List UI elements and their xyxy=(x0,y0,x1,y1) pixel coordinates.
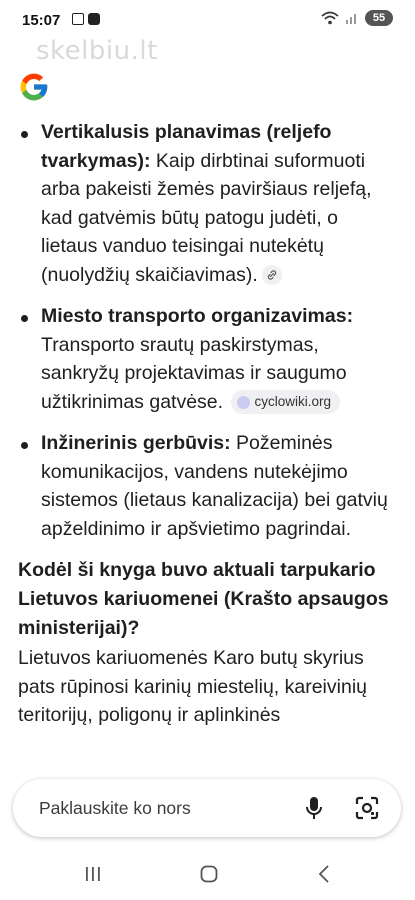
wifi-icon xyxy=(321,11,339,25)
list-item-body: Požeminės komunikacijos, vandens nutekėjimo sistemos (lietaus kanalizacija) bei gatvių apželdinimo ir apšvietimo pagrindai. xyxy=(41,432,388,540)
watermark xyxy=(36,36,158,66)
list-item-text xyxy=(41,429,397,543)
google-g-icon[interactable] xyxy=(18,71,50,103)
home-icon[interactable] xyxy=(200,865,218,883)
list-item-body: Transporto srautų paskirstymas, sankryžų projektavimas ir saugumo užtikrinimas gatvėse. xyxy=(41,333,347,413)
search-area xyxy=(0,770,415,852)
bullet-dot xyxy=(21,442,28,449)
ai-answer-content xyxy=(0,118,415,730)
battery-indicator: 55 xyxy=(365,10,393,26)
list-item-text xyxy=(41,302,397,416)
signal-icon xyxy=(345,11,359,25)
section-answer-text: Lietuvos kariuomenės Karo butų skyrius pats rūpinosi karinių miestelių, kareivinių teritorijų, poligonų ir aplinkinės xyxy=(18,647,367,726)
section-heading-text: Kodėl ši knyga buvo aktuali tarpukario Lietuvos kariuomenei (Krašto apsaugos ministerijai)? xyxy=(18,559,389,639)
back-icon[interactable] xyxy=(318,865,330,883)
section-answer xyxy=(0,644,415,730)
source-chip[interactable] xyxy=(231,390,341,414)
list-item xyxy=(0,302,415,416)
list-item-text xyxy=(41,118,397,289)
system-navigation-bar xyxy=(0,852,415,900)
search-bar[interactable] xyxy=(13,779,401,837)
screenshot-notification-icon xyxy=(72,13,84,25)
search-input[interactable]: Paklauskite ko nors xyxy=(39,798,191,818)
list-item-title: Miesto transporto organizavimas: xyxy=(41,305,354,327)
link-icon[interactable] xyxy=(262,265,282,285)
status-time: 15:07 xyxy=(22,12,61,29)
watermark-text: skelbiu.lt xyxy=(36,36,158,66)
list-item-title: Vertikalusis planavimas (reljefo tvarkymas): xyxy=(41,121,332,172)
microphone-icon[interactable] xyxy=(305,796,323,821)
status-indicators xyxy=(321,10,393,26)
list-item-body: Kaip dirbtinai suformuoti arba pakeisti žemės paviršiaus reljefą, kad gatvėmis būtų patogu judėti, o lietaus vanduo teisingai nutekėtų (nuolydžių skaičiavimas). xyxy=(41,149,372,286)
recent-apps-icon[interactable] xyxy=(84,866,102,882)
list-item-title: Inžinerinis gerbūvis: xyxy=(41,432,231,454)
section-heading xyxy=(0,556,415,643)
youtube-notification-icon xyxy=(88,13,100,25)
source-label: cyclowiki.org xyxy=(254,394,332,410)
google-lens-icon[interactable] xyxy=(355,796,379,820)
bullet-dot xyxy=(21,131,28,138)
list-item xyxy=(0,429,415,543)
source-favicon-icon xyxy=(237,396,250,409)
list-item xyxy=(0,118,415,289)
bullet-dot xyxy=(21,315,28,322)
notification-icons xyxy=(72,13,100,25)
